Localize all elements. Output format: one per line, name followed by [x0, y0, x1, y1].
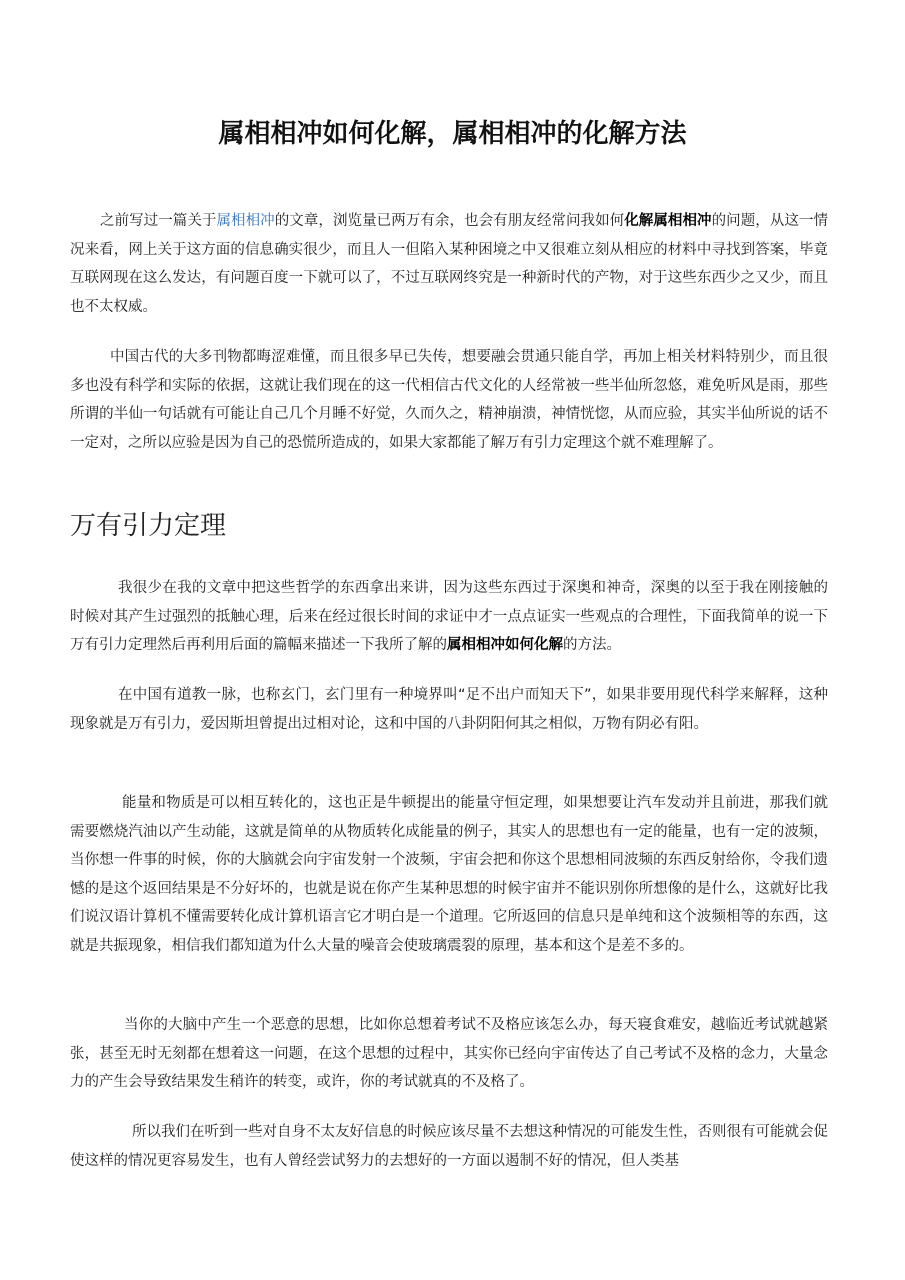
philosophy-text-start: 我很少在我的文章中把这些哲学的东西拿出来讲，因为这些东西过于深奥和神奇，深奥的以至于我在刚接触的时候对其产生过强烈的抵触心理，后来在经过很长时间的求证中才一点点证实一些观点的合理性，下面我简单的说一下万有引力定理然后再利用后面的篇幅来描述一下我所了解的	[70, 580, 828, 653]
zodiac-clash-link[interactable]: 属相相冲	[216, 213, 275, 229]
intro-text-start: 之前写过一篇关于	[100, 213, 217, 229]
philosophy-text-end: 的方法。	[563, 637, 621, 653]
intro-bold-keyword: 化解属相相冲	[624, 213, 712, 229]
intro-text-middle: 的文章，浏览量已两万有余，也会有朋友经常问我如何	[274, 213, 625, 229]
paragraph-intro	[70, 207, 828, 321]
paragraph-philosophy	[70, 574, 828, 660]
article-title: 属相相冲如何化解，属相相冲的化解方法	[218, 119, 687, 149]
paragraph-taoism: 在中国有道教一脉，也称玄门，玄门里有一种境界叫“足不出户而知天下”，如果非要用现代科学来解释，这种现象就是万有引力，爱因斯坦曾提出过相对论，这和中国的八卦阴阳何其之相似，万物有阴必有阳。	[70, 687, 828, 732]
paragraph-ancient-texts: 中国古代的大多刊物都晦涩难懂，而且很多早已失传，想要融会贯通只能自学，再加上相关材料特别少，而且很多也没有科学和实际的依据，这就让我们现在的这一代相信古代文化的人经常被一些半仙所忽悠，难免听风是雨，那些所谓的半仙一句话就有可能让自己几个月睡不好觉，久而久之，精神崩溃，神情恍惚，从而应验，其实半仙所说的话不一定对，之所以应验是因为自己的恐慌所造成的，如果大家都能了解万有引力定理这个就不难理解了。	[70, 349, 828, 451]
section-heading-gravitation: 万有引力定理	[70, 511, 227, 541]
paragraph-energy: 能量和物质是可以相互转化的，这也正是牛顿提出的能量守恒定理，如果想要让汽车发动并且前进，那我们就需要燃烧汽油以产生动能，这就是简单的从物质转化成能量的例子，其实人的思想也有一定的能量，也有一定的波频，当你想一件事的时候，你的大脑就会向宇宙发射一个波频，宇宙会把和你这个思想相同波频的东西反射给你，令我们遗憾的是这个返回结果是不分好坏的，也就是说在你产生某种思想的时候宇宙并不能识别你所想像的是什么，这就好比我们说汉语计算机不懂需要转化成计算机语言它才明白是一个道理。它所返回的信息只是单纯和这个波频相等的东西，这就是共振现象，相信我们都知道为什么大量的噪音会使玻璃震裂的原理，基本和这个是差不多的。	[70, 795, 828, 954]
philosophy-bold-keyword: 属相相冲如何化解	[447, 637, 563, 653]
paragraph-conclusion: 所以我们在听到一些对自身不太友好信息的时候应该尽量不去想这种情况的可能发生性，否则很有可能就会促使这样的情况更容易发生，也有人曾经尝试努力的去想好的一方面以遏制不好的情况，但人类基	[70, 1124, 828, 1169]
paragraph-negative-thought: 当你的大脑中产生一个恶意的思想，比如你总想着考试不及格应该怎么办，每天寝食难安，越临近考试就越紧张，甚至无时无刻都在想着这一问题，在这个思想的过程中，其实你已经向宇宙传达了自己考试不及格的念力，大量念力的产生会导致结果发生稍许的转变，或许，你的考试就真的不及格了。	[70, 1017, 828, 1090]
intro-text-end: 的问题，从这一情况来看，网上关于这方面的信息确实很少，而且人一但陷入某种困境之中又很难立刻从相应的材料中寻找到答案，毕竟互联网现在这么发达，有问题百度一下就可以了，不过互联网终究是一种新时代的产物，对于这些东西少之又少，而且也不太权威。	[70, 213, 829, 315]
